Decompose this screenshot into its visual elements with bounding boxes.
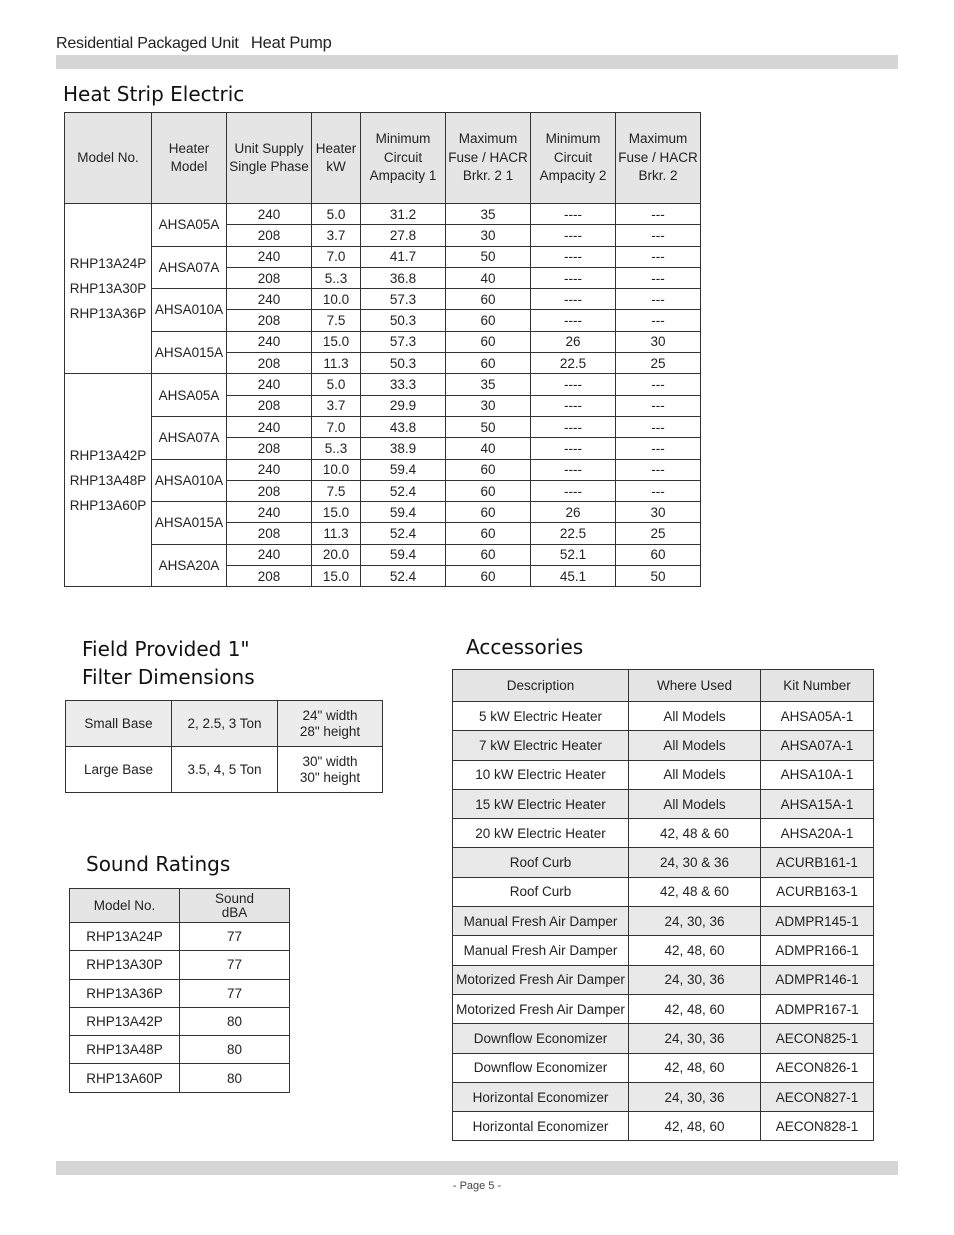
accessory-where-used-cell: 24, 30, 36 — [629, 907, 761, 936]
kw-cell: 7.5 — [312, 480, 361, 501]
accessory-description-cell: Roof Curb — [453, 877, 629, 906]
col-header-unit-supply: Unit Supply Single Phase — [227, 113, 312, 204]
accessory-kit-number-cell: AECON825-1 — [761, 1024, 874, 1053]
table-row — [453, 1024, 874, 1053]
col-header-min-ampacity-1: Minimum Circuit Ampacity 1 — [361, 113, 446, 204]
max-fuse-2-cell: --- — [616, 416, 701, 437]
heat-strip-body — [65, 204, 701, 587]
kw-cell: 3.7 — [312, 395, 361, 416]
max-fuse-2-cell: 50 — [616, 566, 701, 587]
min-ampacity-2-cell: ---- — [531, 438, 616, 459]
accessory-description-cell: Manual Fresh Air Damper — [453, 936, 629, 965]
min-ampacity-1-cell: 59.4 — [361, 459, 446, 480]
sound-body — [70, 923, 290, 1093]
max-fuse-2-cell: --- — [616, 310, 701, 331]
accessory-kit-number-cell: ADMPR167-1 — [761, 994, 874, 1023]
min-ampacity-1-cell: 52.4 — [361, 523, 446, 544]
min-ampacity-2-cell: ---- — [531, 225, 616, 246]
filter-width: 30" width — [302, 753, 358, 769]
accessory-description-cell: Downflow Economizer — [453, 1053, 629, 1082]
filter-title-line2: Filter Dimensions — [82, 665, 255, 689]
accessories-table — [452, 669, 874, 1141]
accessory-description-cell: 20 kW Electric Heater — [453, 819, 629, 848]
accessory-where-used-cell: 42, 48 & 60 — [629, 819, 761, 848]
table-row — [453, 760, 874, 789]
supply-cell: 240 — [227, 502, 312, 523]
model-number: RHP13A24P — [69, 256, 147, 272]
accessory-description-cell: Manual Fresh Air Damper — [453, 907, 629, 936]
table-row — [70, 923, 290, 951]
table-row — [70, 979, 290, 1007]
kw-cell: 7.5 — [312, 310, 361, 331]
max-fuse-2-cell: --- — [616, 395, 701, 416]
sound-model-cell: RHP13A30P — [70, 951, 180, 979]
heater-model-cell: AHSA07A — [152, 416, 227, 459]
max-fuse-1-cell: 35 — [446, 374, 531, 395]
max-fuse-2-cell: --- — [616, 267, 701, 288]
filter-height: 28" height — [299, 723, 361, 739]
table-row — [453, 1053, 874, 1082]
max-fuse-1-cell: 50 — [446, 416, 531, 437]
table-row — [65, 459, 701, 480]
kw-cell: 5.0 — [312, 374, 361, 395]
table-row — [65, 374, 701, 395]
kw-cell: 3.7 — [312, 225, 361, 246]
accessory-kit-number-cell: AECON827-1 — [761, 1082, 874, 1111]
sound-ratings-table — [69, 888, 290, 1093]
min-ampacity-1-cell: 36.8 — [361, 267, 446, 288]
table-row — [453, 877, 874, 906]
col-header-model: Model No. — [70, 889, 180, 923]
table-row — [65, 544, 701, 565]
supply-cell: 240 — [227, 289, 312, 310]
kw-cell: 10.0 — [312, 459, 361, 480]
header-rule — [56, 55, 898, 69]
table-row — [70, 1064, 290, 1092]
min-ampacity-1-cell: 59.4 — [361, 544, 446, 565]
min-ampacity-1-cell: 29.9 — [361, 395, 446, 416]
table-row — [65, 204, 701, 225]
col-header-max-fuse-1: Maximum Fuse / HACR Brkr. 2 1 — [446, 113, 531, 204]
model-number: RHP13A48P — [69, 472, 147, 488]
model-number: RHP13A30P — [69, 281, 147, 297]
supply-cell: 240 — [227, 246, 312, 267]
sound-model-cell: RHP13A36P — [70, 979, 180, 1007]
kw-cell: 11.3 — [312, 353, 361, 374]
supply-cell: 240 — [227, 374, 312, 395]
filter-height: 30" height — [299, 769, 361, 785]
heater-model-cell: AHSA05A — [152, 204, 227, 247]
header-subtitle: Heat Pump — [250, 34, 332, 52]
min-ampacity-2-cell: ---- — [531, 459, 616, 480]
supply-cell: 240 — [227, 331, 312, 352]
col-header-min-ampacity-2: Minimum Circuit Ampacity 2 — [531, 113, 616, 204]
min-ampacity-1-cell: 43.8 — [361, 416, 446, 437]
filter-width: 24" width — [302, 707, 358, 723]
heat-strip-header-row — [65, 113, 701, 204]
page-number: - Page 5 - — [452, 1180, 502, 1192]
min-ampacity-2-cell: ---- — [531, 267, 616, 288]
max-fuse-1-cell: 40 — [446, 267, 531, 288]
min-ampacity-1-cell: 27.8 — [361, 225, 446, 246]
table-row — [453, 819, 874, 848]
accessory-where-used-cell: 42, 48, 60 — [629, 994, 761, 1023]
supply-cell: 208 — [227, 267, 312, 288]
table-row — [453, 1112, 874, 1141]
model-number: RHP13A60P — [69, 497, 147, 513]
table-row — [70, 1036, 290, 1064]
accessories-body — [453, 702, 874, 1141]
table-row — [70, 1007, 290, 1035]
min-ampacity-1-cell: 50.3 — [361, 353, 446, 374]
min-ampacity-1-cell: 52.4 — [361, 566, 446, 587]
col-header-sound — [180, 889, 290, 923]
supply-cell: 208 — [227, 438, 312, 459]
supply-cell: 208 — [227, 353, 312, 374]
min-ampacity-2-cell: ---- — [531, 416, 616, 437]
table-row — [65, 416, 701, 437]
min-ampacity-2-cell: ---- — [531, 289, 616, 310]
col-header-description: Description — [453, 670, 629, 702]
supply-cell: 240 — [227, 416, 312, 437]
max-fuse-2-cell: --- — [616, 438, 701, 459]
filter-title-line1: Field Provided 1" — [82, 637, 250, 661]
accessory-description-cell: Roof Curb — [453, 848, 629, 877]
accessory-kit-number-cell: ACURB163-1 — [761, 877, 874, 906]
col-header-max-fuse-2: Maximum Fuse / HACR Brkr. 2 — [616, 113, 701, 204]
min-ampacity-2-cell: 45.1 — [531, 566, 616, 587]
accessory-kit-number-cell: AHSA20A-1 — [761, 819, 874, 848]
sound-dba-cell: 77 — [180, 923, 290, 951]
kw-cell: 11.3 — [312, 523, 361, 544]
min-ampacity-2-cell: ---- — [531, 310, 616, 331]
max-fuse-2-cell: --- — [616, 459, 701, 480]
accessory-where-used-cell: 24, 30, 36 — [629, 1024, 761, 1053]
filter-tons: 2, 2.5, 3 Ton — [172, 701, 278, 747]
supply-cell: 240 — [227, 204, 312, 225]
sound-model-cell: RHP13A42P — [70, 1007, 180, 1035]
sound-dba-cell: 80 — [180, 1007, 290, 1035]
supply-cell: 208 — [227, 566, 312, 587]
col-header-sound-label: Sound — [214, 890, 255, 906]
accessory-kit-number-cell: AHSA07A-1 — [761, 731, 874, 760]
accessory-kit-number-cell: AHSA10A-1 — [761, 760, 874, 789]
table-row — [453, 994, 874, 1023]
max-fuse-2-cell: 25 — [616, 353, 701, 374]
max-fuse-2-cell: 30 — [616, 331, 701, 352]
max-fuse-1-cell: 30 — [446, 225, 531, 246]
table-row — [453, 731, 874, 760]
accessory-kit-number-cell: ADMPR145-1 — [761, 907, 874, 936]
accessory-where-used-cell: All Models — [629, 702, 761, 731]
accessory-kit-number-cell: ACURB161-1 — [761, 848, 874, 877]
filter-size — [278, 701, 383, 747]
accessory-kit-number-cell: AHSA15A-1 — [761, 789, 874, 818]
sound-model-cell: RHP13A48P — [70, 1036, 180, 1064]
sound-dba-cell: 77 — [180, 979, 290, 1007]
col-header-kit-number: Kit Number — [761, 670, 874, 702]
col-header-sound-unit: dBA — [221, 904, 248, 920]
accessory-where-used-cell: 42, 48, 60 — [629, 1053, 761, 1082]
max-fuse-1-cell: 35 — [446, 204, 531, 225]
max-fuse-2-cell: --- — [616, 204, 701, 225]
max-fuse-2-cell: --- — [616, 225, 701, 246]
filter-dimensions-table — [65, 700, 383, 793]
max-fuse-2-cell: 60 — [616, 544, 701, 565]
sound-header-row — [70, 889, 290, 923]
accessory-where-used-cell: All Models — [629, 789, 761, 818]
min-ampacity-2-cell: 22.5 — [531, 353, 616, 374]
max-fuse-2-cell: --- — [616, 480, 701, 501]
accessory-where-used-cell: 42, 48, 60 — [629, 1112, 761, 1141]
accessory-where-used-cell: 42, 48 & 60 — [629, 877, 761, 906]
kw-cell: 7.0 — [312, 246, 361, 267]
kw-cell: 5..3 — [312, 267, 361, 288]
supply-cell: 240 — [227, 459, 312, 480]
max-fuse-1-cell: 60 — [446, 331, 531, 352]
accessory-where-used-cell: 42, 48, 60 — [629, 936, 761, 965]
footer-rule — [56, 1161, 898, 1175]
col-header-heater-kw: Heater kW — [312, 113, 361, 204]
max-fuse-2-cell: --- — [616, 246, 701, 267]
model-group-cell — [65, 204, 152, 374]
accessory-where-used-cell: 24, 30, 36 — [629, 965, 761, 994]
min-ampacity-2-cell: ---- — [531, 395, 616, 416]
supply-cell: 208 — [227, 225, 312, 246]
kw-cell: 10.0 — [312, 289, 361, 310]
sound-model-cell: RHP13A24P — [70, 923, 180, 951]
heater-model-cell: AHSA010A — [152, 289, 227, 332]
min-ampacity-1-cell: 57.3 — [361, 289, 446, 310]
max-fuse-1-cell: 60 — [446, 544, 531, 565]
kw-cell: 15.0 — [312, 502, 361, 523]
kw-cell: 5.0 — [312, 204, 361, 225]
model-number: RHP13A36P — [69, 306, 147, 322]
col-header-where-used: Where Used — [629, 670, 761, 702]
sound-dba-cell: 80 — [180, 1064, 290, 1092]
page-header — [56, 34, 332, 53]
accessory-description-cell: Horizontal Economizer — [453, 1082, 629, 1111]
min-ampacity-1-cell: 57.3 — [361, 331, 446, 352]
accessories-title: Accessories — [466, 635, 584, 659]
accessory-kit-number-cell: ADMPR146-1 — [761, 965, 874, 994]
min-ampacity-1-cell: 50.3 — [361, 310, 446, 331]
max-fuse-1-cell: 30 — [446, 395, 531, 416]
min-ampacity-1-cell: 59.4 — [361, 502, 446, 523]
min-ampacity-1-cell: 52.4 — [361, 480, 446, 501]
table-row — [70, 951, 290, 979]
supply-cell: 208 — [227, 523, 312, 544]
max-fuse-1-cell: 50 — [446, 246, 531, 267]
heat-strip-title: Heat Strip Electric — [63, 82, 245, 106]
accessory-description-cell: Motorized Fresh Air Damper — [453, 965, 629, 994]
min-ampacity-2-cell: 22.5 — [531, 523, 616, 544]
filter-row — [66, 747, 383, 793]
kw-cell: 20.0 — [312, 544, 361, 565]
sound-model-cell: RHP13A60P — [70, 1064, 180, 1092]
supply-cell: 208 — [227, 395, 312, 416]
table-row — [453, 965, 874, 994]
heat-strip-table — [64, 112, 701, 587]
col-header-heater-model: Heater Model — [152, 113, 227, 204]
heater-model-cell: AHSA07A — [152, 246, 227, 289]
filter-base: Large Base — [66, 747, 172, 793]
accessory-description-cell: 7 kW Electric Heater — [453, 731, 629, 760]
accessory-kit-number-cell: ADMPR166-1 — [761, 936, 874, 965]
min-ampacity-1-cell: 31.2 — [361, 204, 446, 225]
heater-model-cell: AHSA015A — [152, 502, 227, 545]
accessories-header-row — [453, 670, 874, 702]
heater-model-cell: AHSA010A — [152, 459, 227, 502]
min-ampacity-1-cell: 33.3 — [361, 374, 446, 395]
max-fuse-2-cell: --- — [616, 374, 701, 395]
min-ampacity-2-cell: 26 — [531, 331, 616, 352]
table-row — [453, 907, 874, 936]
max-fuse-1-cell: 60 — [446, 502, 531, 523]
header-title: Residential Packaged Unit — [56, 35, 239, 52]
accessory-description-cell: 15 kW Electric Heater — [453, 789, 629, 818]
max-fuse-1-cell: 60 — [446, 566, 531, 587]
max-fuse-1-cell: 60 — [446, 289, 531, 310]
filter-base: Small Base — [66, 701, 172, 747]
max-fuse-2-cell: --- — [616, 289, 701, 310]
min-ampacity-1-cell: 38.9 — [361, 438, 446, 459]
min-ampacity-2-cell: ---- — [531, 480, 616, 501]
kw-cell: 15.0 — [312, 566, 361, 587]
min-ampacity-2-cell: ---- — [531, 246, 616, 267]
table-row — [65, 246, 701, 267]
accessory-description-cell: Downflow Economizer — [453, 1024, 629, 1053]
kw-cell: 5..3 — [312, 438, 361, 459]
supply-cell: 208 — [227, 310, 312, 331]
accessory-description-cell: Motorized Fresh Air Damper — [453, 994, 629, 1023]
max-fuse-1-cell: 60 — [446, 353, 531, 374]
sound-title: Sound Ratings — [86, 852, 231, 876]
heater-model-cell: AHSA05A — [152, 374, 227, 417]
sound-dba-cell: 77 — [180, 951, 290, 979]
accessory-description-cell: 5 kW Electric Heater — [453, 702, 629, 731]
accessory-kit-number-cell: AHSA05A-1 — [761, 702, 874, 731]
kw-cell: 15.0 — [312, 331, 361, 352]
heater-model-cell: AHSA20A — [152, 544, 227, 587]
max-fuse-1-cell: 60 — [446, 480, 531, 501]
filter-tons: 3.5, 4, 5 Ton — [172, 747, 278, 793]
col-header-model-no: Model No. — [65, 113, 152, 204]
min-ampacity-1-cell: 41.7 — [361, 246, 446, 267]
table-row — [65, 331, 701, 352]
max-fuse-1-cell: 60 — [446, 310, 531, 331]
max-fuse-1-cell: 60 — [446, 459, 531, 480]
kw-cell: 7.0 — [312, 416, 361, 437]
model-number: RHP13A42P — [69, 447, 147, 463]
model-group-cell — [65, 374, 152, 587]
accessory-where-used-cell: All Models — [629, 760, 761, 789]
heater-model-cell: AHSA015A — [152, 331, 227, 374]
accessory-kit-number-cell: AECON828-1 — [761, 1112, 874, 1141]
max-fuse-1-cell: 60 — [446, 523, 531, 544]
max-fuse-2-cell: 30 — [616, 502, 701, 523]
min-ampacity-2-cell: ---- — [531, 374, 616, 395]
accessory-where-used-cell: All Models — [629, 731, 761, 760]
table-row — [453, 936, 874, 965]
accessory-where-used-cell: 24, 30 & 36 — [629, 848, 761, 877]
table-row — [453, 789, 874, 818]
accessory-description-cell: Horizontal Economizer — [453, 1112, 629, 1141]
table-row — [65, 289, 701, 310]
sound-dba-cell: 80 — [180, 1036, 290, 1064]
accessory-description-cell: 10 kW Electric Heater — [453, 760, 629, 789]
filter-title — [82, 635, 255, 691]
table-row — [453, 702, 874, 731]
filter-size — [278, 747, 383, 793]
accessory-kit-number-cell: AECON826-1 — [761, 1053, 874, 1082]
table-row — [65, 502, 701, 523]
table-row — [453, 848, 874, 877]
accessory-where-used-cell: 24, 30, 36 — [629, 1082, 761, 1111]
max-fuse-1-cell: 40 — [446, 438, 531, 459]
min-ampacity-2-cell: ---- — [531, 204, 616, 225]
max-fuse-2-cell: 25 — [616, 523, 701, 544]
supply-cell: 240 — [227, 544, 312, 565]
min-ampacity-2-cell: 52.1 — [531, 544, 616, 565]
supply-cell: 208 — [227, 480, 312, 501]
min-ampacity-2-cell: 26 — [531, 502, 616, 523]
filter-row — [66, 701, 383, 747]
table-row — [453, 1082, 874, 1111]
